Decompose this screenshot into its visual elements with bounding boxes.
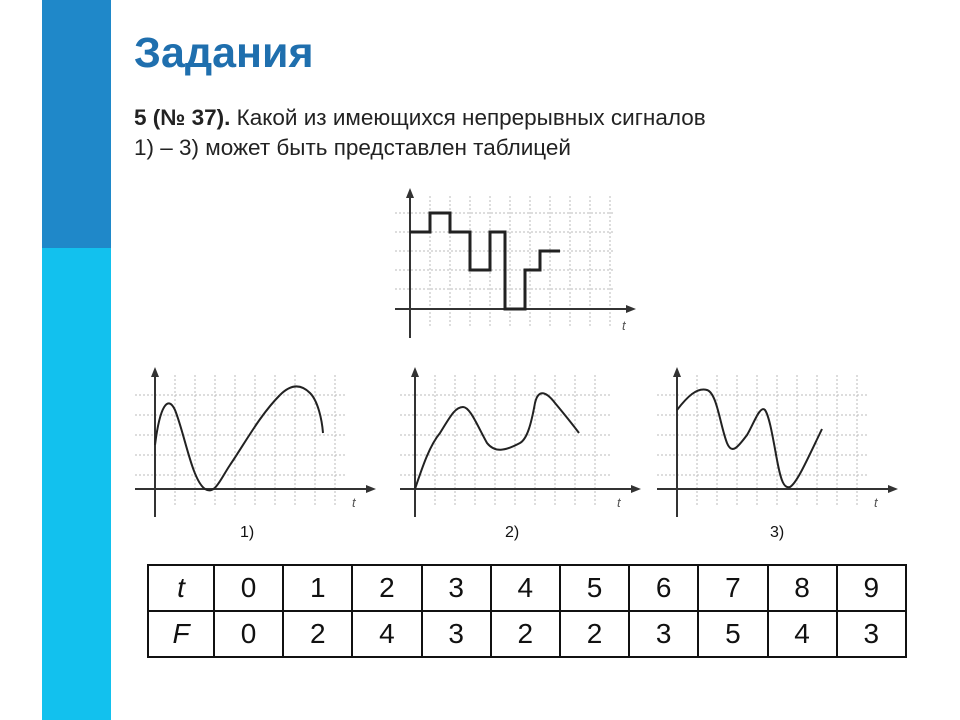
row-label-f: F — [148, 611, 214, 657]
continuous-signal-graph-3 — [652, 365, 902, 525]
y-axis-arrow-icon — [673, 367, 681, 377]
table-cell: 4 — [491, 565, 560, 611]
y-axis-arrow-icon — [411, 367, 419, 377]
table-cell: 5 — [560, 565, 629, 611]
table-cell: 2 — [352, 565, 421, 611]
task-text-line2: 1) – 3) может быть представлен таблицей — [134, 135, 571, 160]
table-row-t — [148, 565, 906, 611]
table-cell: 3 — [422, 611, 491, 657]
table-cell: 2 — [560, 611, 629, 657]
continuous-signal-graph-2 — [395, 365, 645, 525]
option-label-2: 2) — [505, 524, 520, 541]
x-axis-arrow-icon — [888, 485, 898, 493]
table-cell: 3 — [837, 611, 906, 657]
x-axis-arrow-icon — [366, 485, 376, 493]
table-cell: 7 — [698, 565, 767, 611]
discrete-signal-graph — [380, 186, 640, 346]
option-label-1: 1) — [240, 524, 255, 541]
table-cell: 6 — [629, 565, 698, 611]
t-axis-label: t — [622, 318, 626, 333]
table-cell: 2 — [283, 611, 352, 657]
table-cell: 2 — [491, 611, 560, 657]
table-cell: 3 — [422, 565, 491, 611]
table-cell: 9 — [837, 565, 906, 611]
table-cell: 1 — [283, 565, 352, 611]
task-text-line1: Какой из имеющихся непрерывных сигналов — [236, 105, 706, 130]
signal-curve-3 — [677, 389, 822, 487]
grid — [657, 375, 867, 505]
t-axis-label: t — [874, 495, 878, 510]
grid — [135, 375, 345, 505]
table-cell: 3 — [629, 611, 698, 657]
table-row-f — [148, 611, 906, 657]
continuous-signal-graph-1 — [130, 365, 380, 525]
y-axis-arrow-icon — [406, 188, 414, 198]
option-label-3: 3) — [770, 524, 785, 541]
y-axis-arrow-icon — [151, 367, 159, 377]
x-axis-arrow-icon — [626, 305, 636, 313]
table-cell: 0 — [214, 565, 283, 611]
signal-table — [147, 564, 907, 658]
table-cell: 8 — [768, 565, 837, 611]
table-cell: 5 — [698, 611, 767, 657]
t-axis-label: t — [352, 495, 356, 510]
x-axis-arrow-icon — [631, 485, 641, 493]
table-cell: 0 — [214, 611, 283, 657]
task-text — [134, 103, 914, 163]
t-axis-label: t — [617, 495, 621, 510]
accent-stripe-light — [42, 248, 111, 720]
task-number: 5 (№ 37). — [134, 105, 231, 130]
table-cell: 4 — [352, 611, 421, 657]
grid — [400, 375, 610, 505]
accent-stripe-dark — [42, 0, 111, 248]
slide-title: Задания — [134, 29, 314, 77]
row-label-t: t — [148, 565, 214, 611]
table-cell: 4 — [768, 611, 837, 657]
step-signal-line — [410, 213, 560, 309]
